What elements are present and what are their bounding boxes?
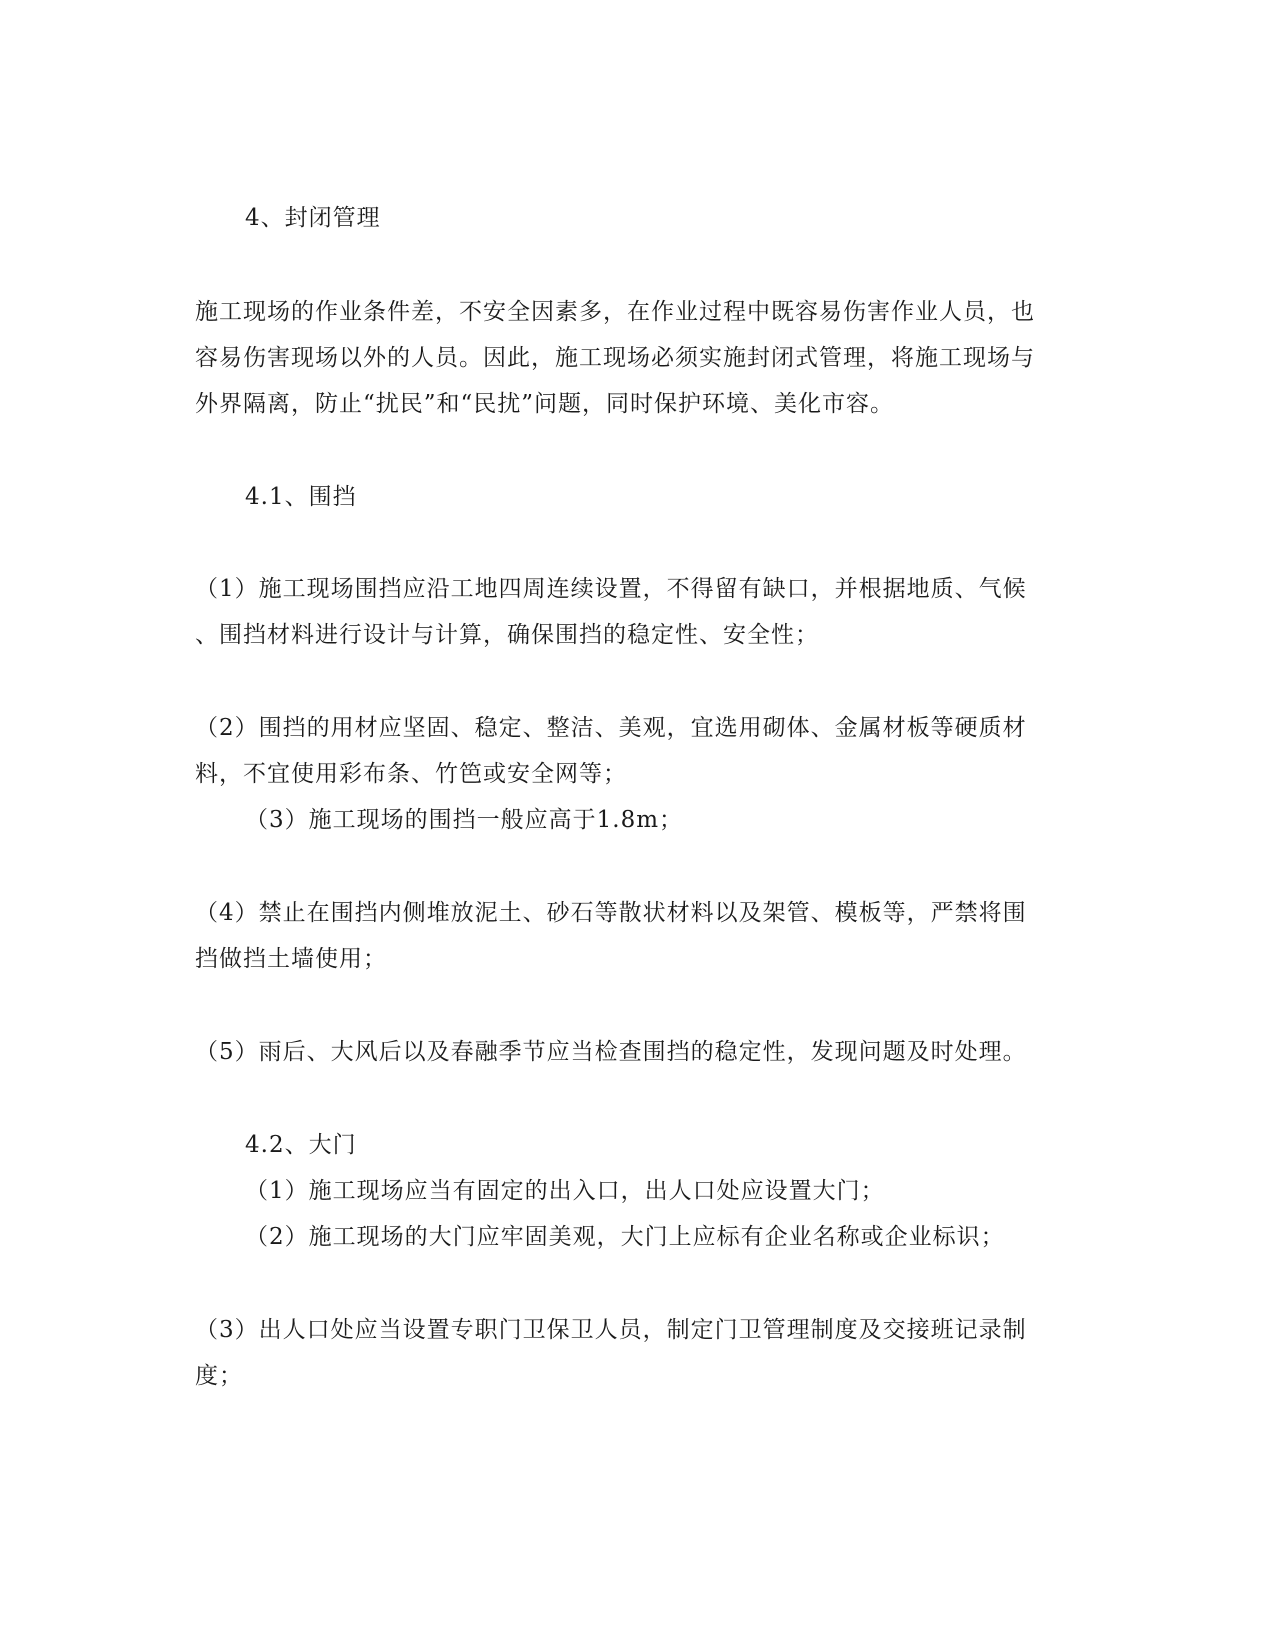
fence-item-4-line-1: （4）禁止在围挡内侧堆放泥土、砂石等散状材料以及架管、模板等，严禁将围 bbox=[195, 900, 1027, 926]
section-heading-4-1: 4.1、围挡 bbox=[245, 484, 357, 510]
section-heading-4-2: 4.2、大门 bbox=[245, 1132, 357, 1158]
intro-line-1: 施工现场的作业条件差，不安全因素多，在作业过程中既容易伤害作业人员，也 bbox=[195, 299, 1035, 325]
fence-item-1-line-2: 、围挡材料进行设计与计算，确保围挡的稳定性、安全性； bbox=[195, 622, 819, 648]
fence-item-2-line-2: 料，不宜使用彩布条、竹笆或安全网等； bbox=[195, 761, 627, 787]
gate-item-3-line-2: 度； bbox=[195, 1363, 243, 1389]
gate-item-3-line-1: （3）出人口处应当设置专职门卫保卫人员，制定门卫管理制度及交接班记录制 bbox=[195, 1317, 1027, 1343]
fence-item-2-line-1: （2）围挡的用材应坚固、稳定、整洁、美观，宜选用砌体、金属材板等硬质材 bbox=[195, 715, 1027, 741]
gate-item-2: （2）施工现场的大门应牢固美观，大门上应标有企业名称或企业标识； bbox=[245, 1224, 1005, 1250]
gate-item-1: （1）施工现场应当有固定的出入口，出人口处应设置大门； bbox=[245, 1178, 885, 1204]
intro-line-2: 容易伤害现场以外的人员。因此，施工现场必须实施封闭式管理，将施工现场与 bbox=[195, 345, 1035, 371]
fence-item-4-line-2: 挡做挡土墙使用； bbox=[195, 946, 387, 972]
fence-item-3: （3）施工现场的围挡一般应高于1.8m； bbox=[245, 807, 684, 833]
fence-item-5: （5）雨后、大风后以及春融季节应当检查围挡的稳定性，发现问题及时处理。 bbox=[195, 1039, 1027, 1065]
intro-line-3: 外界隔离，防止“扰民”和“民扰”问题，同时保护环境、美化市容。 bbox=[195, 391, 895, 417]
fence-item-1-line-1: （1）施工现场围挡应沿工地四周连续设置，不得留有缺口，并根据地质、气候 bbox=[195, 576, 1027, 602]
section-heading-4: 4、封闭管理 bbox=[245, 205, 381, 231]
